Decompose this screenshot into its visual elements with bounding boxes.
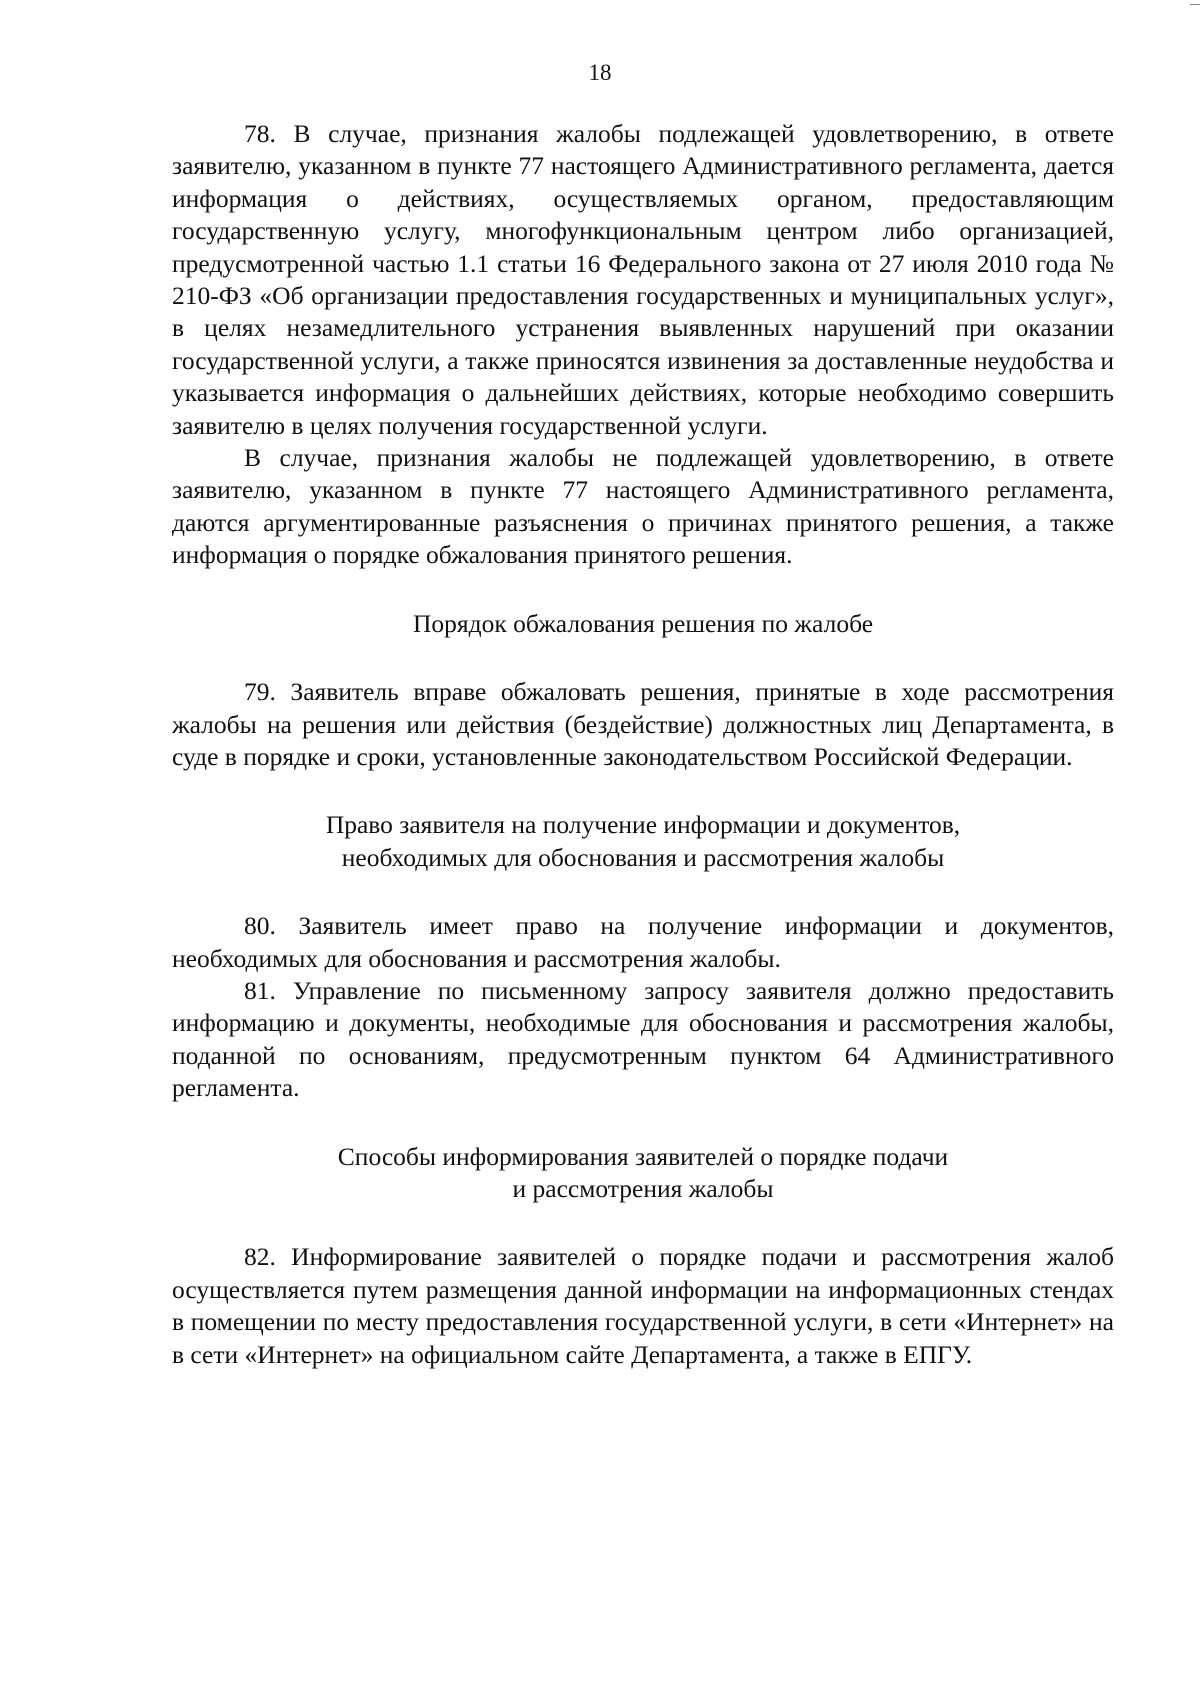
spacer [172,1105,1114,1141]
heading-line: и рассмотрения жалобы [512,1173,774,1203]
heading-right-to-info [172,809,1114,874]
spacer [172,773,1114,809]
spacer [172,874,1114,910]
paragraph-81: 81. Управление по письменному запросу заявителя должно предоставить информацию и документы, необходимые для обоснования и рассмотрения жалобы, поданной по основаниям, предусмотренным пунктом 64 Административного регламента. [172,975,1114,1103]
spacer [172,640,1114,676]
document-body [172,118,1114,1371]
heading-line: Порядок обжалования решения по жалобе [412,608,874,638]
heading-line: необходимых для обоснования и рассмотрения жалобы [341,842,945,872]
paragraph-78-continued: В случае, признания жалобы не подлежащей удовлетворению, в ответе заявителю, указанном в пункте 77 настоящего Административного регламента, даются аргументированные разъяснения о причинах принятого решения, а также информация о порядке обжалования принятого решения. [172,443,1114,570]
scan-edge-mark [1190,4,1200,5]
paragraph-80: 80. Заявитель имеет право на получение информации и документов, необходимых для обоснования и рассмотрения жалобы. [172,911,1114,973]
paragraph-79: 79. Заявитель вправе обжаловать решения, принятые в ходе рассмотрения жалобы на решения или действия (бездействие) должностных лиц Департамента, в суде в порядке и сроки, установленные законодательством Российской Федерации. [172,677,1114,771]
spacer [172,572,1114,608]
heading-line: Право заявителя на получение информации и документов, [325,810,961,840]
spacer [172,1205,1114,1241]
paragraph-78: 78. В случае, признания жалобы подлежащей удовлетворению, в ответе заявителю, указанном в пункте 77 настоящего Административного регламента, дается информация о действиях, осуществляемых органом, предоставляющим государственную услугу, многофункциональным центром либо организацией, предусмотренной частью 1.1 статьи 16 Федерального закона от 27 июля 2010 года № 210-ФЗ «Об организации предоставления государственных и муниципальных услуг», в целях незамедлительного устранения выявленных нарушений при оказании государственной услуги, а также приносятся извинения за доставленные неудобства и указывается информация о дальнейших действиях, которые необходимо совершить заявителю в целях получения государственной услуги. [172,119,1114,440]
heading-inform-methods [172,1141,1114,1206]
heading-line: Способы информирования заявителей о порядке подачи [337,1141,949,1171]
page-number: 18 [588,60,612,85]
paragraph-82: 82. Информирование заявителей о порядке подачи и рассмотрения жалоб осуществляется путем размещения данной информации на информационных стендах в помещении по месту предоставления государственной услуги, в сети «Интернет» на в сети «Интернет» на официальном сайте Департамента, а также в ЕПГУ. [172,1242,1114,1369]
heading-appeal-order [172,608,1114,640]
